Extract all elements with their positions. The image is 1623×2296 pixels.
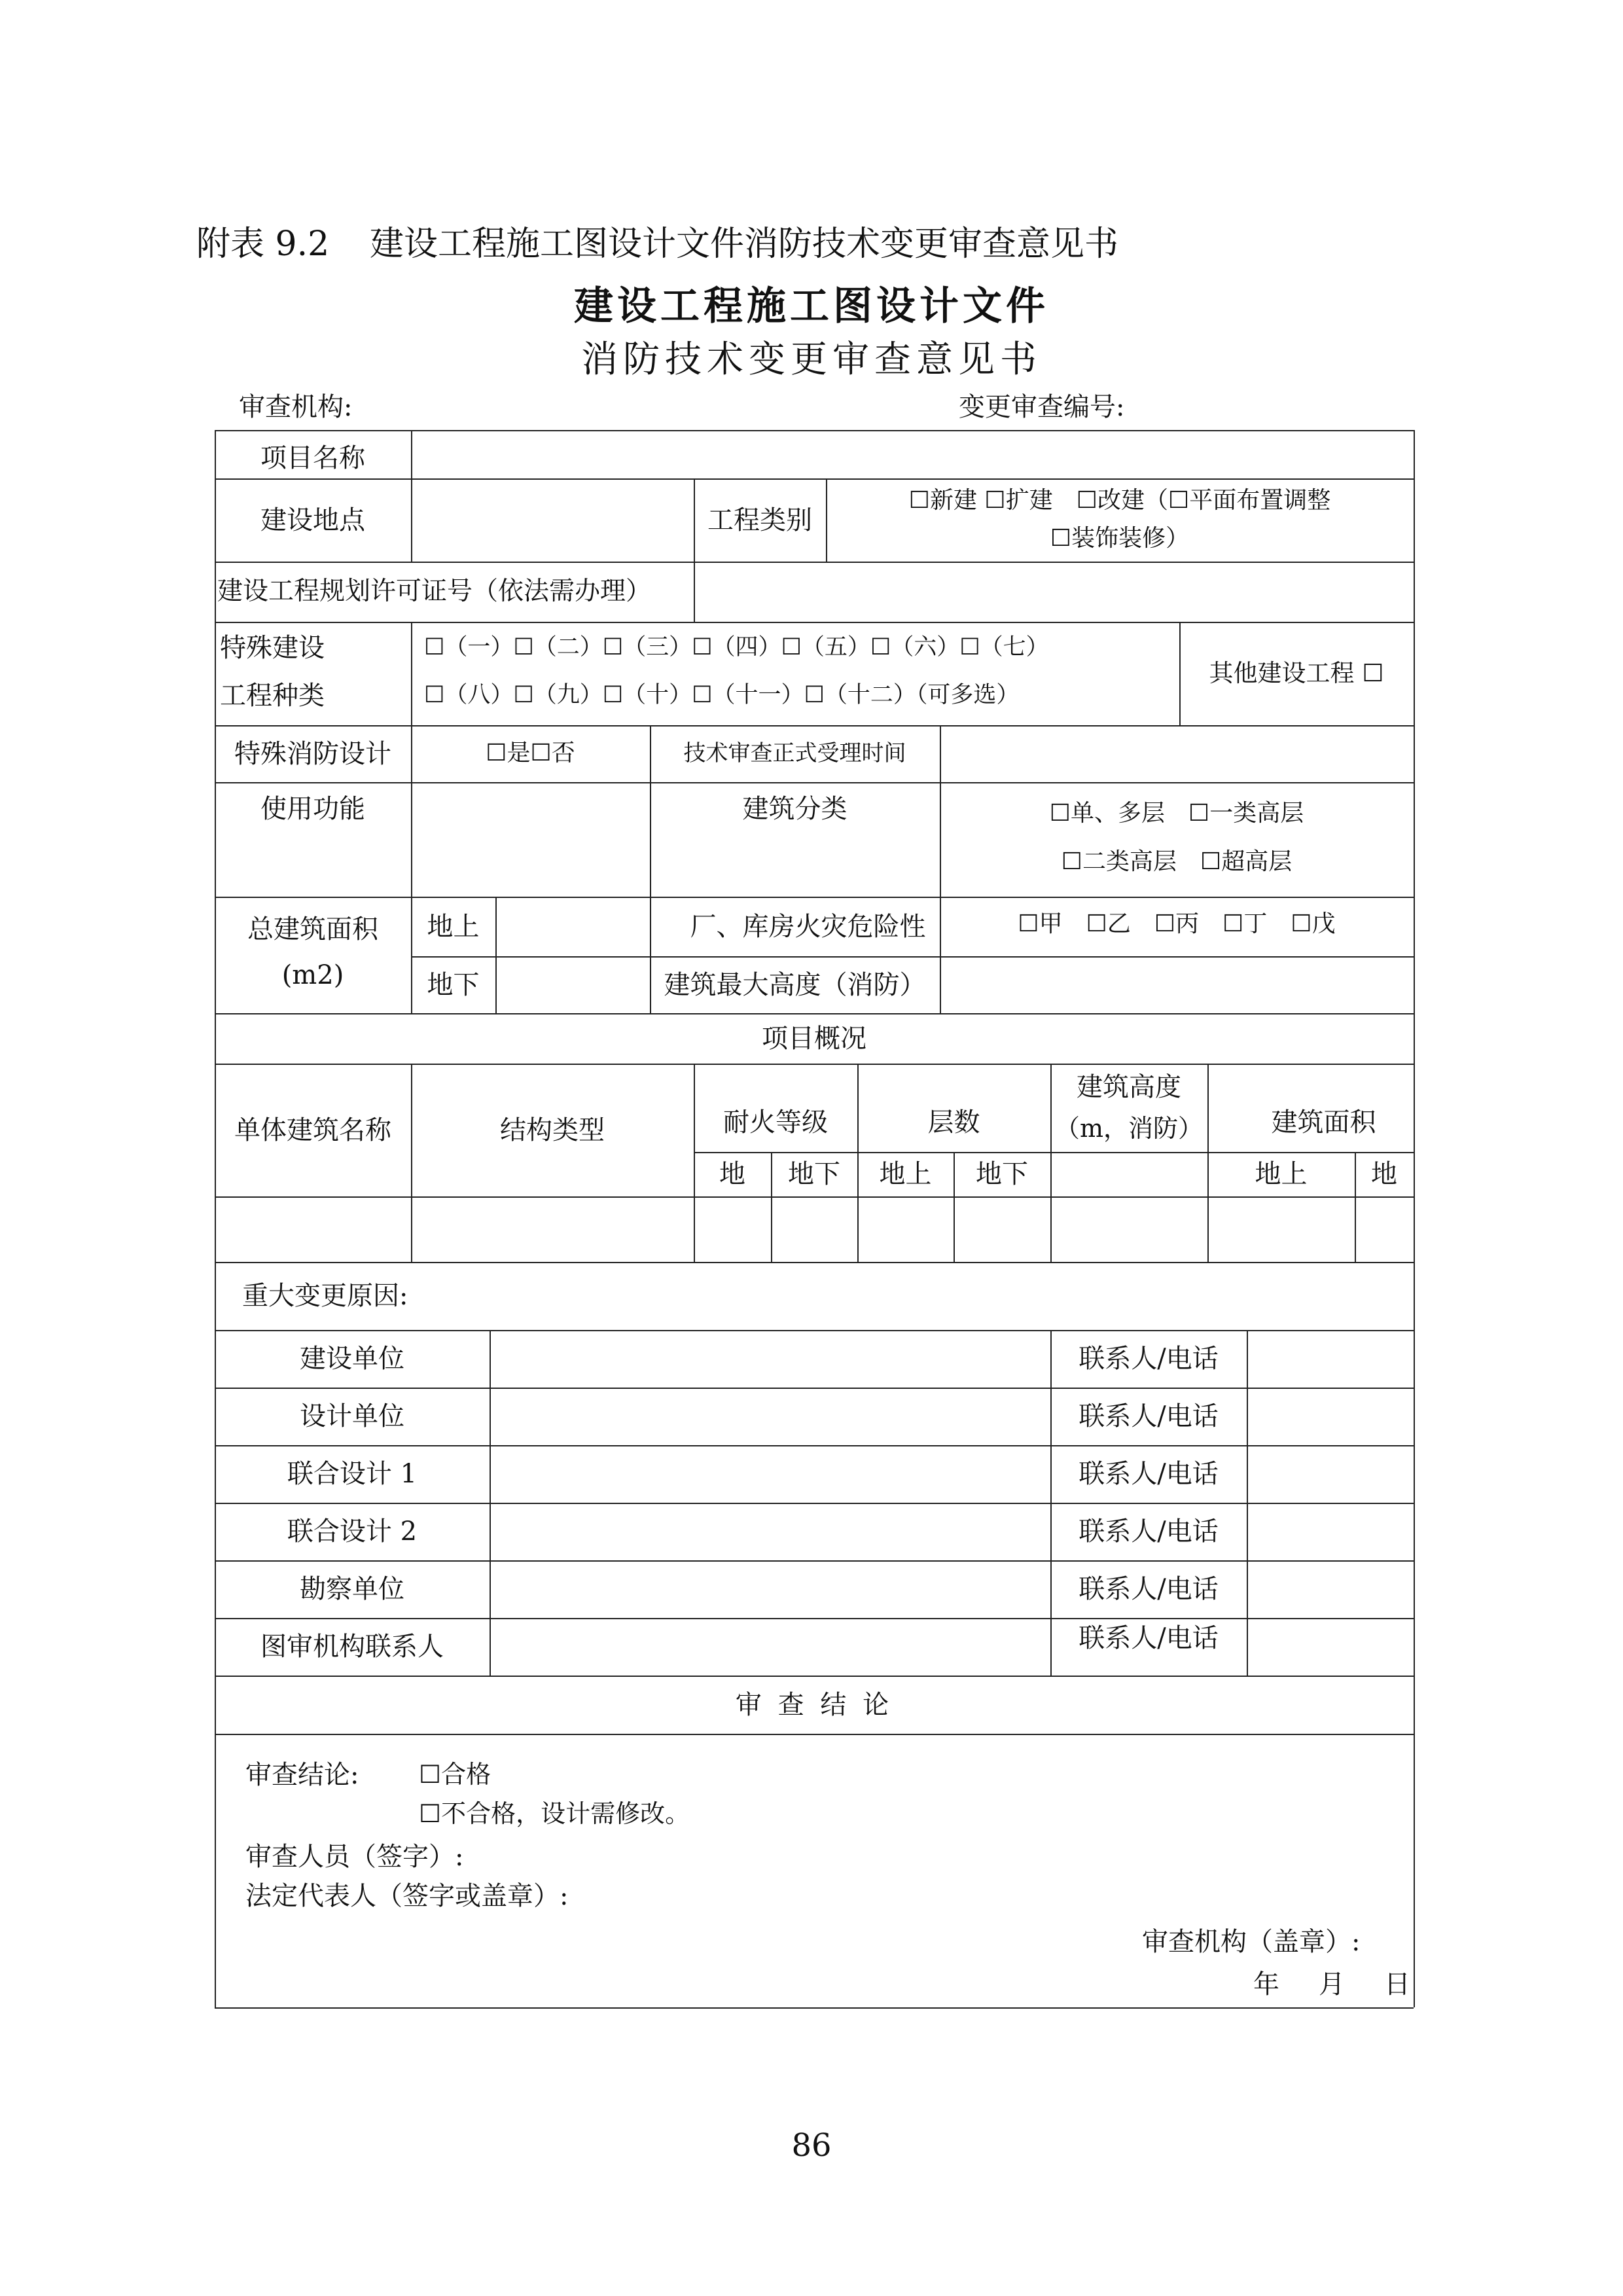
legal-rep-signature-label: 法定代表人（签字或盖章）:	[245, 1881, 569, 1911]
sub-header-area-above: 地上	[1255, 1159, 1308, 1189]
pass-checkbox[interactable]: ☐合格	[419, 1760, 491, 1789]
unit-survey-contact-label: 联系人/电话	[1079, 1574, 1219, 1604]
unit-construction-label: 建设单位	[300, 1344, 404, 1374]
structure-type-header: 结构类型	[500, 1115, 605, 1145]
area-below-field[interactable]	[495, 956, 650, 1013]
total-area-unit: (m2)	[281, 960, 344, 990]
fire-risk-options[interactable]: ☐甲 ☐乙 ☐丙 ☐丁 ☐戊	[1018, 910, 1336, 938]
max-height-label: 建筑最大高度（消防）	[664, 969, 926, 1000]
use-function-field[interactable]	[411, 782, 650, 897]
fail-checkbox[interactable]: ☐不合格，设计需修改。	[419, 1799, 690, 1828]
conclusion-header: 审 查 结 论	[735, 1689, 893, 1720]
category-options-1[interactable]: ☐新建 ☐扩建 ☐改建（☐平面布置调整	[908, 486, 1331, 514]
overview-data-row[interactable]	[215, 1196, 1414, 1262]
permit-field[interactable]	[694, 562, 1414, 622]
building-class-options-1[interactable]: ☐单、多层 ☐一类高层	[1049, 799, 1304, 827]
appendix-label: 附表 9.2	[196, 224, 330, 264]
sub-header-floors-below: 地下	[976, 1159, 1028, 1189]
unit-review-agency-label: 图审机构联系人	[260, 1632, 444, 1662]
area-above-field[interactable]	[495, 897, 650, 956]
location-field[interactable]	[411, 478, 694, 562]
location-label: 建设地点	[260, 505, 365, 535]
change-reason-label: 重大变更原因:	[242, 1281, 408, 1311]
special-type-options-1[interactable]: ☐（一）☐（二）☐（三）☐（四）☐（五）☐（六）☐（七）	[424, 634, 1049, 661]
permit-label: 建设工程规划许可证号（依法需办理）	[217, 576, 652, 606]
change-number-label: 变更审查编号:	[959, 392, 1125, 422]
appendix-title: 建设工程施工图设计文件消防技术变更审查意见书	[370, 224, 1119, 264]
sub-header-fire-above: 地	[719, 1159, 745, 1189]
accept-time-label: 技术审查正式受理时间	[683, 740, 906, 766]
unit-joint-design-2-label: 联合设计 2	[287, 1516, 418, 1547]
reviewers-signature-label: 审查人员（签字）:	[245, 1842, 464, 1872]
special-type-label-1: 特殊建设	[220, 633, 325, 663]
overview-header: 项目概况	[762, 1023, 866, 1054]
accept-time-field[interactable]	[940, 725, 1414, 782]
conclusion-label: 审查结论:	[245, 1760, 359, 1790]
special-fire-yes-no[interactable]: ☐是☐否	[486, 740, 575, 767]
sub-header-floors-above: 地上	[879, 1159, 932, 1189]
unit-construction-contact-label: 联系人/电话	[1079, 1344, 1219, 1374]
fire-risk-label: 厂、库房火灾危险性	[690, 911, 926, 942]
building-class-options-2[interactable]: ☐二类高层 ☐超高层	[1061, 848, 1293, 875]
unit-survey-label: 勘察单位	[300, 1574, 404, 1604]
date-label: 年 月 日	[1253, 1969, 1417, 2000]
category-label: 工程类别	[707, 505, 812, 535]
unit-joint-design-2-contact-label: 联系人/电话	[1079, 1516, 1219, 1547]
special-fire-label: 特殊消防设计	[234, 738, 391, 769]
project-name-field[interactable]	[411, 430, 1414, 478]
building-class-label: 建筑分类	[742, 794, 847, 824]
use-function-label: 使用功能	[260, 794, 365, 824]
agency-seal-label: 审查机构（盖章）:	[1142, 1927, 1361, 1957]
sub-header-fire-below: 地下	[788, 1159, 840, 1189]
agency-label: 审查机构:	[239, 392, 353, 422]
doc-title-line1: 建设工程施工图设计文件	[574, 283, 1049, 329]
unit-joint-design-1-label: 联合设计 1	[287, 1459, 418, 1489]
height-header-1: 建筑高度	[1077, 1072, 1181, 1102]
page-number: 86	[791, 2127, 832, 2164]
other-construction-checkbox[interactable]: 其他建设工程 ☐	[1209, 659, 1384, 688]
total-area-label: 总建筑面积	[247, 914, 378, 944]
unit-review-agency-contact-label: 联系人/电话	[1079, 1623, 1219, 1653]
special-type-label-2: 工程种类	[220, 681, 325, 711]
category-options-2[interactable]: ☐装饰装修）	[1050, 524, 1190, 552]
sub-header-area-below: 地	[1371, 1159, 1397, 1189]
area-below-label: 地下	[427, 969, 480, 1000]
doc-title-line2: 消防技术变更审查意见书	[581, 338, 1042, 381]
unit-design-contact-label: 联系人/电话	[1079, 1401, 1219, 1431]
building-area-header: 建筑面积	[1271, 1107, 1376, 1138]
max-height-field[interactable]	[940, 956, 1414, 1013]
fire-grade-header: 耐火等级	[723, 1107, 828, 1138]
project-name-label: 项目名称	[260, 443, 365, 473]
height-header-2: （m，消防）	[1054, 1114, 1204, 1143]
area-above-label: 地上	[427, 911, 480, 942]
single-building-name-header: 单体建筑名称	[234, 1115, 391, 1145]
floors-header: 层数	[927, 1107, 980, 1138]
unit-joint-design-1-contact-label: 联系人/电话	[1079, 1459, 1219, 1489]
special-type-options-2[interactable]: ☐（八）☐（九）☐（十）☐（十一）☐（十二）（可多选）	[424, 682, 1020, 709]
unit-design-label: 设计单位	[300, 1401, 404, 1431]
